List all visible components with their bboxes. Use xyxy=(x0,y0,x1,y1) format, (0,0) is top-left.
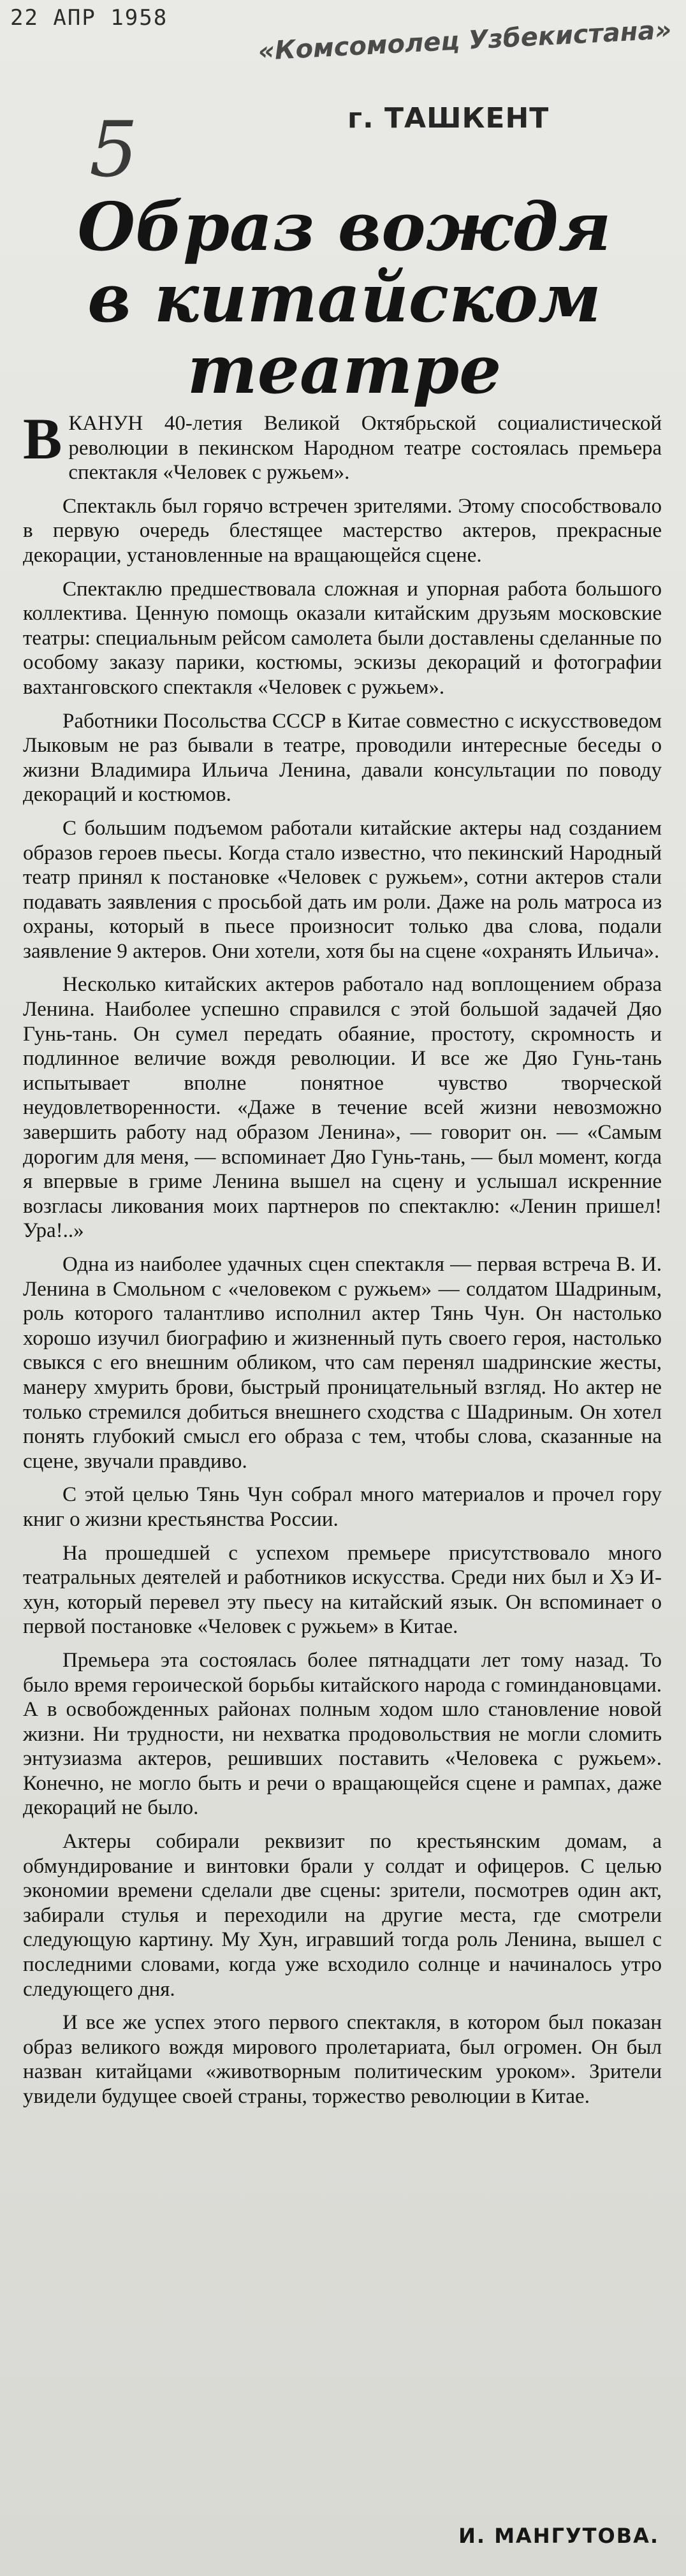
handwritten-number: 5 xyxy=(89,106,138,194)
article-paragraph: Актеры собирали реквизит по крестьянским домам, а обмундирование и винтовки брали у солдат и офицеров. С целью экономии времени сделали две сцены: зрители, посмотрев один акт, забирали стулья и переходили на другие места, где смотрели следующую картину. Му Хун, игравший тогда роль Ленина, вышел с последними словами, когда уже всходило солнце и начиналось утро следующего дня. xyxy=(23,1830,662,2001)
headline-line: театре xyxy=(187,330,502,409)
article-paragraph xyxy=(23,406,662,485)
headline-line: Образ вождя xyxy=(77,187,611,266)
paragraph-text: КАНУН 40-летия Великой Октябрьской социалистической революции в пекинском Народном театре состоялась премьера спектакля «Человек с ружьем». xyxy=(68,412,662,485)
article-paragraph: Спектакль был горячо встречен зрителями. Этому способствовало в первую очередь блестящее мастерство актеров, прекрасные декорации, установленные на вращающейся сцене. xyxy=(23,494,662,567)
article-paragraph: Премьера эта состоялась более пятнадцати лет тому назад. То было время героической борьбы китайского народа с гоминдановцами. А в освобожденных районах полным ходом шло становление новой жизни. Ни трудности, ни нехватка продовольствия не могли сломить энтузиазма актеров, решивших поставить «Человека с ружьем». Конечно, не могло быть и речи о вращающейся сцене и рампах, даже декораций не было. xyxy=(23,1648,662,1820)
article-paragraph: С этой целью Тянь Чун собрал много материалов и прочел гору книг о жизни крестьянства России. xyxy=(23,1483,662,1531)
article-paragraph: Несколько китайских актеров работало над воплощением образа Ленина. Наиболее успешно справился с этой большой задачей Дяо Гунь-тань. Он сумел передать обаяние, простоту, скромность и подлинное величие вождя революции. И все же Дяо Гунь-тань испытывает вполне понятное чувство творческой неудовлетворенности. «Даже в течение всей жизни невозможно завершить работу над образом Ленина», — говорит он. — «Самым дорогим для меня, — вспоминает Дяо Гунь-тань, — был момент, когда я впервые в гриме Ленина вышел на сцену и услышал искренние возгласы ликования моих партнеров по спектаклю: «Ленин пришел! Ура!..» xyxy=(23,973,662,1243)
article-paragraph: На прошедшей с успехом премьере присутствовало много театральных деятелей и работников искусства. Среди них был и Хэ И-хун, который перевел эту пьесу на китайский язык. Он вспоминает о первой постановке «Человек с ружьем» в Китае. xyxy=(23,1541,662,1639)
article-paragraph: Работники Посольства СССР в Китае совместно с искусствоведом Лыковым не раз бывали в театре, проводили интересные беседы о жизни Владимира Ильича Ленина, давали консультации по поводу декораций и костюмов. xyxy=(23,709,662,807)
article-headline xyxy=(38,187,650,409)
headline-line: в китайском xyxy=(87,259,601,337)
article-paragraph: С большим подъемом работали китайские актеры над созданием образов героев пьесы. Когда стало известно, что пекинский Народный театр принял к постановке «Человек с ружьем», сотни актеров стали подавать заявления с просьбой дать им роли. Даже на роль матроса из охраны, который в пьесе произносит только два слова, подали заявление 9 актеров. Они хотели, хотя бы на сцене «охранять Ильича». xyxy=(23,816,662,963)
newspaper-name-stamp: «Комсомолец Узбекистана» xyxy=(257,15,673,66)
article-paragraph: Спектаклю предшествовала сложная и упорная работа большого коллектива. Ценную помощь оказали китайским друзьям московские театры: специальным рейсом самолета были доставлены сделанные по особому заказу парики, костюмы, эскизы декораций и фотографии вахтанговского спектакля «Человек с ружьем». xyxy=(23,577,662,699)
drop-cap: В xyxy=(23,406,62,471)
city-stamp: г. ТАШКЕНТ xyxy=(347,102,550,135)
article-paragraph: Одна из наиболее удачных сцен спектакля — первая встреча В. И. Ленина в Смольном с «человеком с ружьем» — солдатом Шадриным, роль которого талантливо исполнил актер Тянь Чун. Он настолько хорошо изучил биографию и жизненный путь своего героя, настолько свыкся с его внешним обликом, что сам перенял шадринские жесты, манеру хмурить брови, быстрый проницательный взгляд. Но актер не только стремился добиться внешнего сходства с Шадриным. Он хотел понять глубокий смысл его образа с тем, чтобы слова, сказанные на сцене, звучали правдиво. xyxy=(23,1253,662,1473)
author-signature: И. МАНГУТОВА. xyxy=(458,2524,659,2548)
article-body xyxy=(23,406,662,2118)
date-stamp: 22 АПР 1958 xyxy=(10,5,168,31)
article-paragraph: И все же успех этого первого спектакля, в котором был показан образ великого вождя мирового пролетариата, был огромен. Он был назван китайцами «животворным политическим уроком». Зрители увидели будущее своей страны, торжество революции в Китае. xyxy=(23,2011,662,2108)
